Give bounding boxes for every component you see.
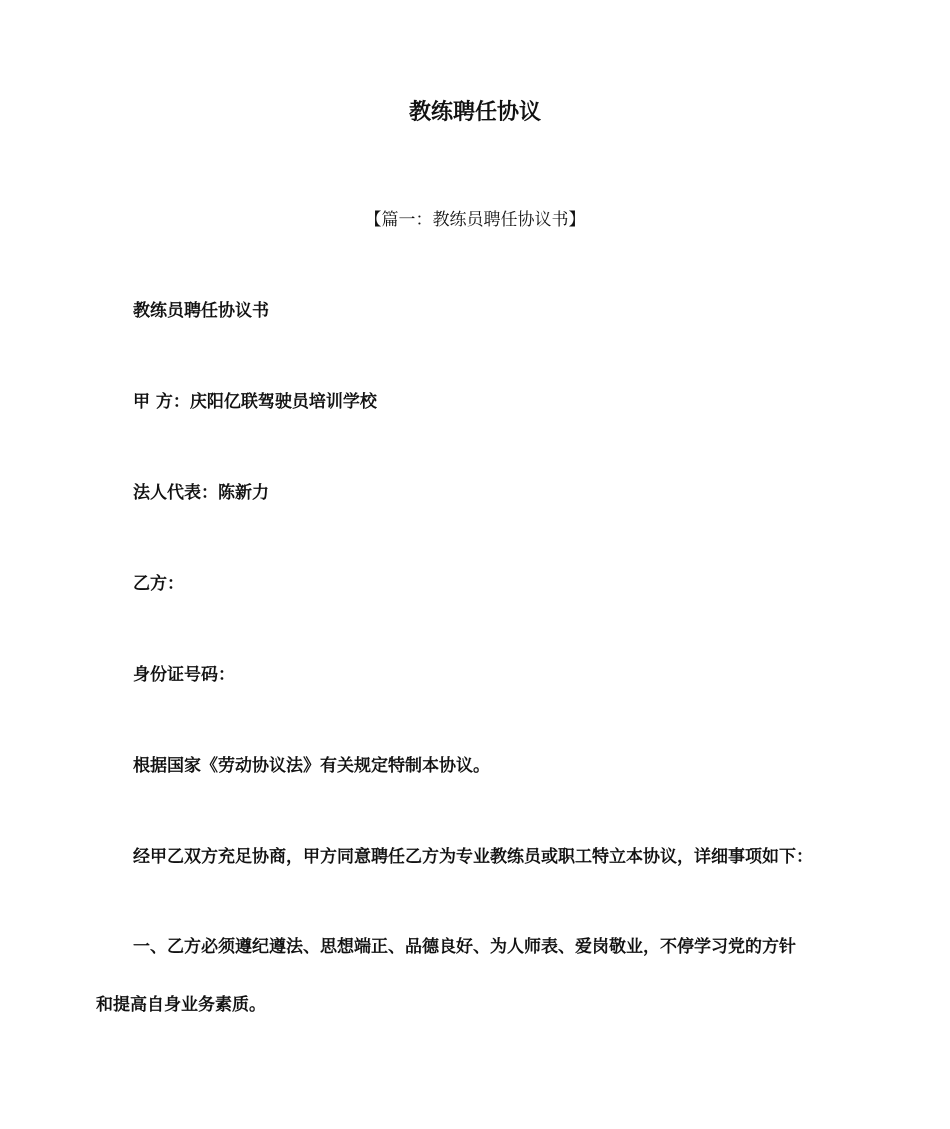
paragraph-agreement-name: 教练员聘任协议书 xyxy=(133,301,269,321)
clause-one xyxy=(96,934,856,1018)
paragraph-agreement-terms-intro: 经甲乙双方充足协商，甲方同意聘任乙方为专业教练员或职工特立本协议，详细事项如下： xyxy=(133,847,813,867)
clause-one-line-1: 一、乙方必须遵纪遵法、思想端正、品德良好、为人师表、爱岗敬业，不停学习党的方针 xyxy=(133,937,796,957)
section-heading: 【篇一：教练员聘任协议书】 xyxy=(364,210,586,230)
document-title: 教练聘任协议 xyxy=(408,100,541,125)
clause-one-line-2: 和提高自身业务素质。 xyxy=(96,995,266,1015)
paragraph-legal-basis: 根据国家《劳动协议法》有关规定特制本协议。 xyxy=(133,756,490,776)
paragraph-legal-representative: 法人代表：陈新力 xyxy=(133,483,269,503)
paragraph-party-a: 甲 方：庆阳亿联驾驶员培训学校 xyxy=(133,392,377,412)
paragraph-party-b: 乙方： xyxy=(133,574,184,594)
paragraph-id-number: 身份证号码： xyxy=(133,665,235,685)
